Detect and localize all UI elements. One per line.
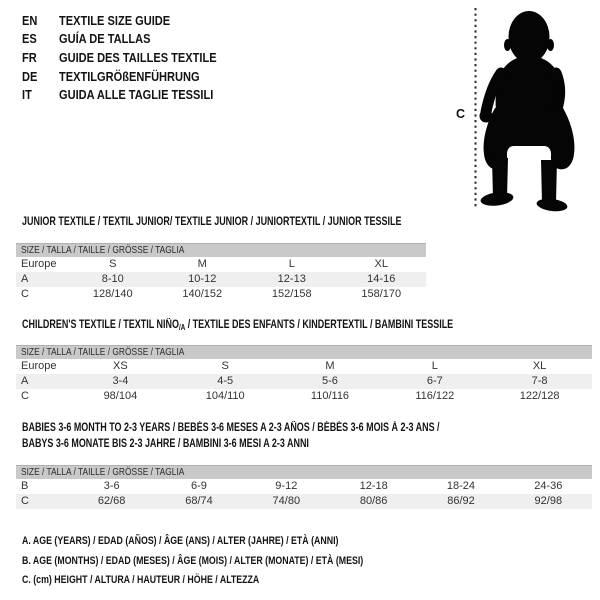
table-cell: S bbox=[109, 258, 117, 270]
size-header-bar bbox=[16, 345, 592, 359]
language-row-es bbox=[22, 30, 244, 49]
table-cell: 8-10 bbox=[101, 273, 124, 285]
table-cell: L bbox=[431, 360, 438, 372]
table-cell: M bbox=[197, 258, 207, 270]
table-cell: 10-12 bbox=[188, 273, 217, 285]
language-title: GUIDE DES TAILLES TEXTILE bbox=[59, 49, 217, 65]
row-label: Europe bbox=[21, 258, 57, 270]
table-cell: 140/152 bbox=[182, 288, 223, 300]
language-row-en bbox=[22, 11, 244, 30]
language-title: TEXTILE SIZE GUIDE bbox=[59, 12, 171, 28]
junior-section-title bbox=[22, 215, 508, 231]
table-row bbox=[16, 479, 592, 494]
baby-silhouette bbox=[440, 0, 600, 220]
size-header-text: SIZE / TALLA / TAILLE / GRÖSSE / TAGLIA bbox=[21, 346, 185, 358]
babies-title-line1: BABIES 3-6 MONTH TO 2-3 YEARS / BEBÉS 3-6 MESES A 2-3 AÑOS / BÉBÉS 3-6 MOIS À 2-3 ANS / bbox=[22, 422, 440, 434]
children-size-table bbox=[16, 345, 592, 404]
size-header-text: SIZE / TALLA / TAILLE / GRÖSSE / TAGLIA bbox=[21, 244, 185, 256]
row-label: B bbox=[21, 480, 29, 492]
babies-size-table bbox=[16, 465, 592, 509]
table-cell: M bbox=[325, 360, 335, 372]
table-cell: 158/170 bbox=[361, 288, 402, 300]
table-cell: 86/92 bbox=[447, 495, 475, 507]
table-cell: 24-36 bbox=[534, 480, 563, 492]
language-title: GUÍA DE TALLAS bbox=[59, 31, 151, 47]
legend-line-b bbox=[22, 552, 449, 572]
legend-text-a: A. AGE (YEARS) / EDAD (AÑOS) / ÂGE (ANS) / ALTER (JAHRE) / ETÀ (ANNI) bbox=[22, 535, 339, 547]
table-cell: 122/128 bbox=[519, 390, 560, 402]
language-title: GUIDA ALLE TAGLIE TESSILI bbox=[59, 87, 214, 103]
table-cell: 92/98 bbox=[534, 495, 563, 507]
table-cell: 62/68 bbox=[97, 495, 126, 507]
table-cell: 68/74 bbox=[185, 495, 213, 507]
size-header-bar bbox=[16, 465, 592, 479]
table-row bbox=[16, 389, 592, 404]
language-row-de bbox=[22, 67, 244, 86]
table-body bbox=[16, 257, 426, 302]
row-label: Europe bbox=[21, 360, 57, 372]
size-header-text: SIZE / TALLA / TAILLE / GRÖSSE / TAGLIA bbox=[21, 466, 185, 478]
table-body bbox=[16, 359, 592, 404]
legend-line-c bbox=[22, 571, 449, 591]
table-cell: 6-9 bbox=[191, 480, 207, 492]
language-code: DE bbox=[22, 68, 38, 84]
table-cell: 3-4 bbox=[112, 375, 129, 387]
table-cell: XS bbox=[113, 360, 128, 372]
table-row bbox=[16, 287, 426, 302]
table-cell: 128/140 bbox=[92, 288, 133, 300]
table-row bbox=[16, 494, 592, 509]
legend bbox=[22, 532, 449, 591]
row-label: C bbox=[21, 495, 29, 507]
children-title-text bbox=[22, 318, 453, 336]
legend-text-b: B. AGE (MONTHS) / EDAD (MESES) / ÂGE (MOIS) / ALTER (MONATE) / ETÀ (MESI) bbox=[22, 554, 364, 567]
table-cell: 4-5 bbox=[217, 375, 234, 387]
table-row bbox=[16, 272, 426, 287]
table-cell: XL bbox=[374, 258, 388, 270]
row-label: C bbox=[21, 390, 29, 402]
table-row bbox=[16, 257, 426, 272]
table-cell: 116/122 bbox=[415, 390, 455, 402]
table-cell: 14-16 bbox=[367, 273, 396, 285]
babies-title-line2: BABYS 3-6 MONATE BIS 2-3 JAHRE / BAMBINI 3-6 MESI A 2-3 ANNI bbox=[22, 437, 309, 450]
table-cell: S bbox=[221, 360, 229, 372]
language-code: ES bbox=[22, 31, 37, 47]
row-label: C bbox=[21, 288, 29, 300]
children-title-post: / TEXTILE DES ENFANTS / KINDERTEXTIL / BAMBINI TESSILE bbox=[185, 319, 454, 331]
table-cell: 152/158 bbox=[271, 288, 312, 300]
legend-text-c: C. (cm) HEIGHT / ALTURA / HAUTEUR / HÖHE / ALTEZZA bbox=[22, 574, 260, 587]
table-cell: 9-12 bbox=[275, 480, 298, 492]
language-row-fr bbox=[22, 48, 244, 67]
height-measure-label: C bbox=[456, 107, 466, 121]
language-title: TEXTILGRÖßENFÜHRUNG bbox=[59, 68, 200, 84]
table-cell: 74/80 bbox=[272, 495, 301, 507]
table-cell: 18-24 bbox=[446, 480, 476, 492]
table-cell: 7-8 bbox=[531, 375, 548, 387]
table-cell: 6-7 bbox=[426, 375, 443, 387]
children-title-pre: CHILDREN'S TEXTILE / TEXTIL NIÑO bbox=[22, 319, 179, 331]
junior-title-text: JUNIOR TEXTILE / TEXTIL JUNIOR/ TEXTILE JUNIOR / JUNIORTEXTIL / JUNIOR TESSILE bbox=[22, 216, 402, 228]
language-header bbox=[22, 11, 244, 104]
table-cell: 80/86 bbox=[359, 495, 388, 507]
table-cell: 104/110 bbox=[205, 390, 245, 402]
table-cell: 5-6 bbox=[322, 375, 338, 387]
junior-size-table bbox=[16, 243, 426, 302]
legend-line-a bbox=[22, 532, 449, 552]
size-header-bar bbox=[16, 243, 426, 257]
table-cell: 12-18 bbox=[359, 480, 388, 492]
table-cell: 3-6 bbox=[103, 480, 120, 492]
table-cell: 12-13 bbox=[277, 273, 306, 285]
language-code: FR bbox=[22, 49, 37, 65]
table-cell: XL bbox=[532, 360, 547, 372]
table-body bbox=[16, 479, 592, 509]
babies-section-title bbox=[22, 421, 557, 452]
language-row-it bbox=[22, 85, 244, 104]
table-row bbox=[16, 374, 592, 389]
table-cell: L bbox=[288, 258, 295, 270]
row-label: A bbox=[21, 375, 29, 387]
row-label: A bbox=[21, 273, 29, 285]
table-cell: 98/104 bbox=[103, 390, 138, 402]
table-row bbox=[16, 359, 592, 374]
language-code: EN bbox=[22, 12, 38, 28]
language-code: IT bbox=[22, 87, 32, 103]
children-title-sub: /A bbox=[178, 323, 186, 332]
table-cell: 110/116 bbox=[310, 390, 350, 402]
children-section-title bbox=[22, 318, 575, 336]
